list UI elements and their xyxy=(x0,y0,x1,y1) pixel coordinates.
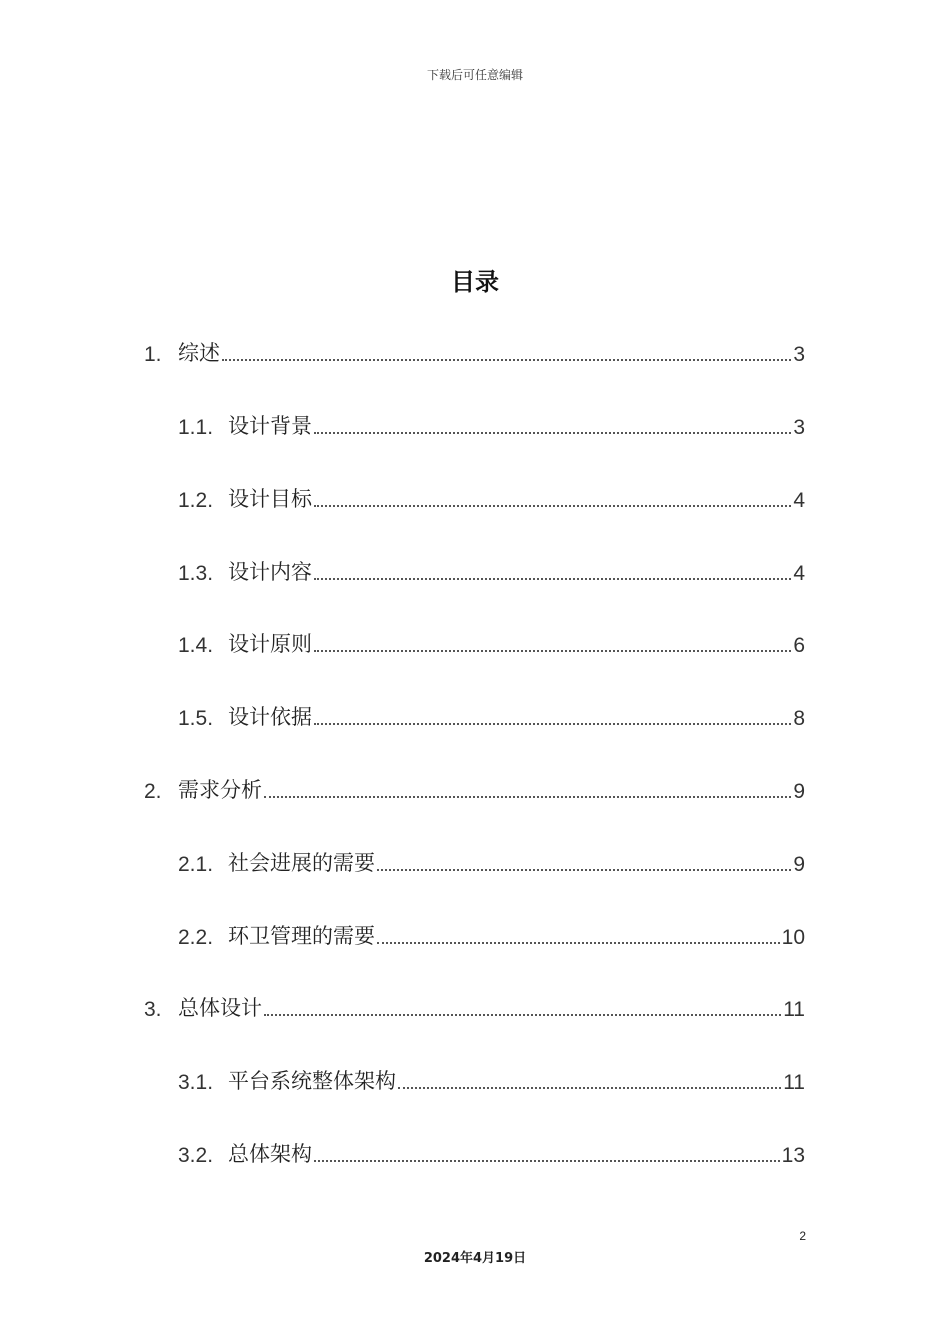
toc-entry[interactable] xyxy=(178,408,805,440)
toc-entry[interactable] xyxy=(178,918,805,950)
toc-entry-number: 1.1. xyxy=(178,416,214,439)
toc-entry-title: 设计依据 xyxy=(228,705,312,729)
toc-entry-page: 11 xyxy=(783,1071,805,1094)
toc-entry[interactable] xyxy=(178,481,805,513)
toc-entry-title: 设计内容 xyxy=(228,560,312,584)
toc-entry-page: 13 xyxy=(781,1144,805,1167)
toc-leader-dots xyxy=(222,359,791,361)
toc-entry[interactable] xyxy=(178,1136,805,1168)
toc-entry-title: 设计目标 xyxy=(228,487,312,511)
toc-entry-title: 需求分析 xyxy=(178,778,262,802)
toc-entry-number: 2. xyxy=(144,780,162,803)
toc-entry-page: 8 xyxy=(793,707,805,730)
toc-entry[interactable] xyxy=(178,845,805,877)
footer-date: 2024年4月19日 xyxy=(423,1251,527,1266)
toc-entry-title: 总体架构 xyxy=(228,1142,312,1166)
toc-entry-page: 11 xyxy=(783,998,805,1021)
toc-entry-title: 综述 xyxy=(178,341,220,365)
header-note: 下载后可任意编辑 xyxy=(426,68,523,82)
toc-entry-page: 9 xyxy=(793,780,805,803)
toc-entry-title: 环卫管理的需要 xyxy=(228,924,375,948)
toc-title: 目录 xyxy=(451,268,499,296)
toc-leader-dots xyxy=(264,796,791,798)
toc-leader-dots xyxy=(398,1087,781,1089)
toc-entry-page: 3 xyxy=(793,343,805,366)
toc-leader-dots xyxy=(314,578,791,580)
toc-entry-number: 1. xyxy=(144,343,162,366)
page-number: 2 xyxy=(799,1229,806,1243)
toc-entry-number: 1.5. xyxy=(178,707,214,730)
toc-leader-dots xyxy=(314,723,791,725)
toc-leader-dots xyxy=(377,942,780,944)
toc-entry-number: 2.1. xyxy=(178,853,214,876)
toc-entry-page: 4 xyxy=(793,489,805,512)
toc-entry[interactable] xyxy=(144,990,805,1022)
toc-leader-dots xyxy=(314,432,791,434)
toc-entry-title: 平台系统整体架构 xyxy=(228,1069,396,1093)
toc-entry-number: 1.4. xyxy=(178,634,214,657)
toc-entry[interactable] xyxy=(144,335,805,367)
toc-entry-number: 3.1. xyxy=(178,1071,214,1094)
toc-entry-page: 10 xyxy=(781,926,805,949)
toc-entry-number: 3. xyxy=(144,998,162,1021)
toc-leader-dots xyxy=(314,505,791,507)
toc-entry-number: 1.2. xyxy=(178,489,214,512)
toc-entry-title: 设计原则 xyxy=(228,632,312,656)
toc-entry-title: 总体设计 xyxy=(178,996,262,1020)
toc-entry-title: 社会进展的需要 xyxy=(228,851,375,875)
toc-entry-page: 6 xyxy=(793,634,805,657)
toc-entry-number: 3.2. xyxy=(178,1144,214,1167)
toc-leader-dots xyxy=(377,869,791,871)
toc-entry-page: 4 xyxy=(793,562,805,585)
toc-leader-dots xyxy=(264,1014,781,1016)
toc-entry[interactable] xyxy=(178,1063,805,1095)
toc-leader-dots xyxy=(314,1160,780,1162)
toc-entry[interactable] xyxy=(178,699,805,731)
toc-entry[interactable] xyxy=(144,772,805,804)
toc-entry[interactable] xyxy=(178,626,805,658)
toc-entry-page: 3 xyxy=(793,416,805,439)
toc-entry[interactable] xyxy=(178,554,805,586)
toc-leader-dots xyxy=(314,650,791,652)
toc-entry-number: 1.3. xyxy=(178,562,214,585)
toc-entry-title: 设计背景 xyxy=(228,414,312,438)
toc-entry-number: 2.2. xyxy=(178,926,214,949)
toc-entry-page: 9 xyxy=(793,853,805,876)
